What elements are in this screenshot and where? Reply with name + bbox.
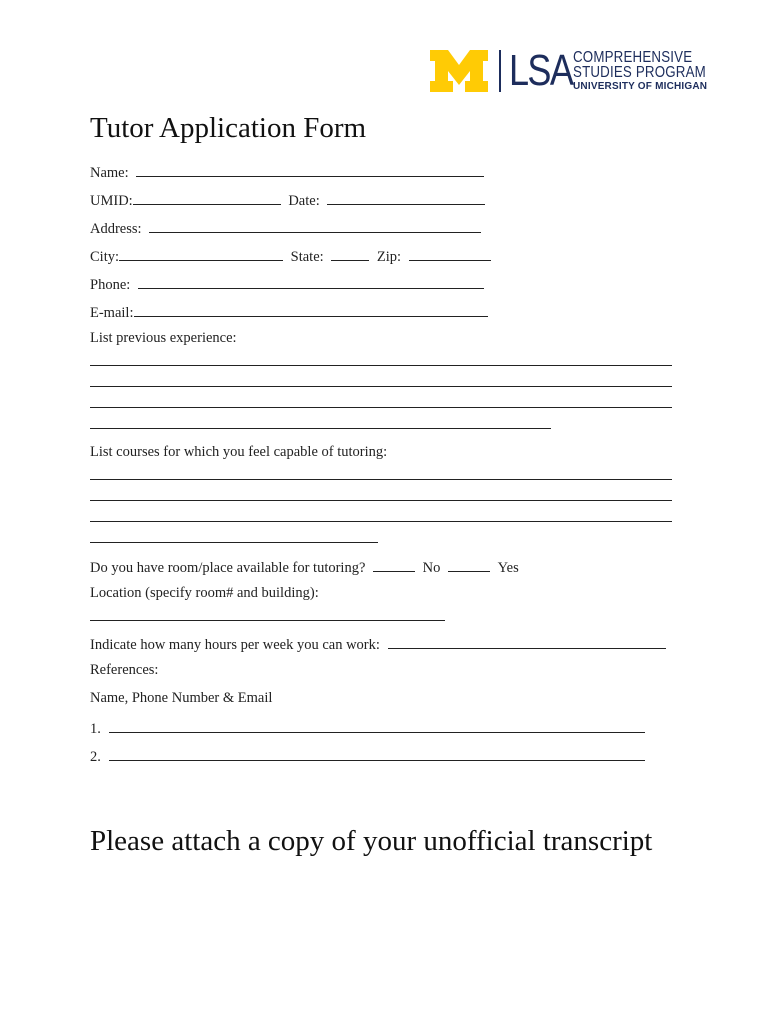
logo-line-2: STUDIES PROGRAM: [573, 64, 706, 81]
hours-label: Indicate how many hours per week you can work:: [90, 637, 380, 653]
logo-lsa-text: LSA: [509, 46, 573, 95]
phone-row: [90, 274, 484, 294]
date-label: Date:: [288, 193, 320, 209]
phone-field[interactable]: [138, 274, 484, 289]
umid-label: UMID:: [90, 193, 133, 209]
experience-line-3[interactable]: [90, 407, 672, 408]
lsa-csp-logo: [430, 46, 728, 95]
city-field[interactable]: [119, 246, 283, 261]
name-field[interactable]: [136, 162, 484, 177]
email-label: E-mail:: [90, 305, 134, 321]
address-row: [90, 218, 481, 238]
address-field[interactable]: [149, 218, 481, 233]
room-yes-field[interactable]: [448, 557, 490, 572]
reference-2-label: 2.: [90, 749, 101, 765]
references-label: References:: [90, 662, 159, 678]
umid-field[interactable]: [133, 190, 281, 205]
zip-label: Zip:: [376, 249, 402, 265]
reference-2-field[interactable]: [109, 746, 645, 761]
reference-1-field[interactable]: [109, 718, 645, 733]
name-label: Name:: [90, 165, 129, 181]
date-field[interactable]: [327, 190, 485, 205]
experience-line-4[interactable]: [90, 428, 551, 429]
courses-line-1[interactable]: [90, 479, 672, 480]
reference-1-row: [90, 718, 645, 738]
email-field[interactable]: [134, 302, 488, 317]
references-detail-label: Name, Phone Number & Email: [90, 690, 273, 706]
logo-program-text: [573, 50, 728, 93]
experience-line-1[interactable]: [90, 365, 672, 366]
logo-divider: [499, 50, 501, 92]
address-label: Address:: [90, 221, 142, 237]
hours-row: [90, 634, 666, 654]
courses-line-4[interactable]: [90, 542, 378, 543]
hours-field[interactable]: [388, 634, 666, 649]
room-no-label: No: [422, 560, 441, 576]
room-yes-label: Yes: [497, 560, 519, 576]
courses-line-3[interactable]: [90, 521, 672, 522]
room-question-row: [90, 557, 519, 577]
email-row: [90, 302, 488, 322]
block-m-logo-icon: [430, 50, 488, 92]
name-row: [90, 162, 484, 182]
location-label: Location (specify room# and building):: [90, 585, 319, 601]
form-title: Tutor Application Form: [90, 112, 367, 144]
room-no-field[interactable]: [373, 557, 415, 572]
experience-line-2[interactable]: [90, 386, 672, 387]
state-field[interactable]: [331, 246, 369, 261]
room-question-label: Do you have room/place available for tutoring?: [90, 560, 366, 576]
transcript-note: Please attach a copy of your unofficial transcript: [90, 825, 653, 857]
logo-line-1: COMPREHENSIVE: [573, 49, 693, 66]
courses-label: List courses for which you feel capable of tutoring:: [90, 444, 388, 460]
zip-field[interactable]: [409, 246, 491, 261]
reference-2-row: [90, 746, 645, 766]
logo-line-3: UNIVERSITY OF MICHIGAN: [573, 81, 708, 92]
reference-1-label: 1.: [90, 721, 101, 737]
state-label: State:: [290, 249, 324, 265]
courses-line-2[interactable]: [90, 500, 672, 501]
experience-label: List previous experience:: [90, 330, 237, 346]
location-field[interactable]: [90, 620, 445, 621]
city-label: City:: [90, 249, 120, 265]
umid-date-row: [90, 190, 485, 210]
city-state-zip-row: [90, 246, 491, 266]
phone-label: Phone:: [90, 277, 131, 293]
